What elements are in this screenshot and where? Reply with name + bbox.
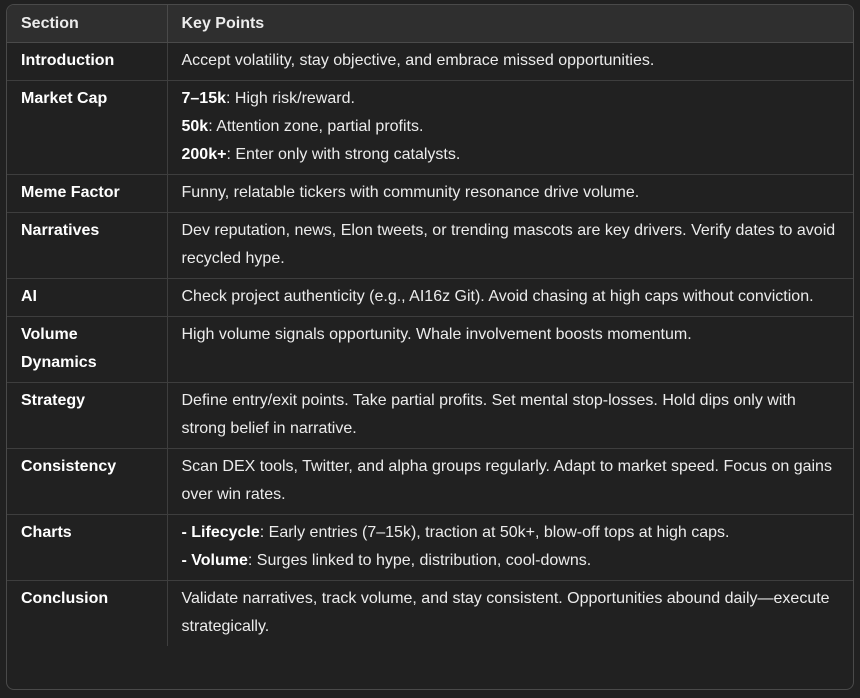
section-cell: Consistency (7, 449, 167, 515)
key-points-cell (167, 43, 853, 81)
summary-table (7, 5, 853, 646)
key-point-line (182, 113, 840, 141)
key-point-line (182, 141, 840, 169)
table-row (7, 515, 853, 581)
key-points-cell (167, 279, 853, 317)
section-cell: Introduction (21, 52, 115, 69)
table-row (7, 581, 853, 647)
section-cell: AI (7, 279, 167, 317)
table-row (7, 317, 853, 383)
key-point-text: : Surges linked to hype, distribution, cool-downs. (247, 552, 592, 569)
key-point-term: - Lifecycle (181, 524, 260, 541)
key-point-line (182, 321, 840, 349)
key-point-text: Scan DEX tools, Twitter, and alpha groups regularly. Adapt to market speed. Focus on gains over win rates. (181, 458, 832, 503)
key-point-text: High volume signals opportunity. Whale involvement boosts momentum. (181, 326, 692, 343)
key-point-line (182, 179, 840, 207)
table-row (7, 43, 853, 81)
key-point-line (182, 283, 840, 311)
section-cell: Volume Dynamics (7, 317, 167, 383)
key-point-text: : Enter only with strong catalysts. (226, 146, 461, 163)
key-point-term: 7–15k (181, 90, 226, 107)
table-row (7, 175, 853, 213)
key-point-line (182, 85, 840, 113)
key-point-text: Check project authenticity (e.g., AI16z Git). Avoid chasing at high caps without conviction. (181, 288, 814, 305)
table-header-row (7, 5, 853, 43)
column-header-key-points: Key Points (167, 5, 853, 43)
key-point-term: - Volume (181, 552, 248, 569)
key-points-cell (167, 383, 853, 449)
key-points-cell (167, 581, 853, 647)
key-point-text: : Attention zone, partial profits. (208, 118, 424, 135)
key-point-line (182, 585, 840, 641)
table-row (7, 279, 853, 317)
key-point-line (182, 453, 840, 509)
table-row (7, 383, 853, 449)
key-point-text: Validate narratives, track volume, and stay consistent. Opportunities abound daily—execute strategically. (181, 590, 830, 635)
key-points-cell (167, 213, 853, 279)
section-cell: Narratives (7, 213, 167, 279)
key-point-line (182, 547, 840, 575)
section-cell: Charts (7, 515, 167, 581)
key-points-cell (167, 449, 853, 515)
table-row (7, 81, 853, 175)
key-points-cell (167, 317, 853, 383)
key-point-text: : High risk/reward. (226, 90, 355, 107)
key-point-line (182, 47, 840, 75)
key-points-cell (167, 515, 853, 581)
section-cell: Conclusion (7, 581, 167, 647)
key-points-cell (167, 81, 853, 175)
table-row (7, 449, 853, 515)
key-point-text: Dev reputation, news, Elon tweets, or trending mascots are key drivers. Verify dates to avoid recycled hype. (181, 222, 836, 267)
key-point-line (182, 387, 840, 443)
column-header-section: Section (7, 5, 167, 43)
key-point-text: Funny, relatable tickers with community resonance drive volume. (181, 184, 640, 201)
key-point-text: Accept volatility, stay objective, and embrace missed opportunities. (181, 52, 655, 69)
section-cell: Strategy (7, 383, 167, 449)
key-point-text: Define entry/exit points. Take partial profits. Set mental stop-losses. Hold dips only with strong belief in narrative. (181, 392, 796, 437)
key-point-line (182, 217, 840, 273)
key-point-term: 50k (181, 118, 209, 135)
summary-table-container (6, 4, 854, 690)
section-cell: Meme Factor (7, 175, 167, 213)
key-point-text: : Early entries (7–15k), traction at 50k+, blow-off tops at high caps. (259, 524, 730, 541)
key-points-cell (167, 175, 853, 213)
section-cell: Market Cap (7, 81, 167, 175)
key-point-term: 200k+ (181, 146, 227, 163)
table-body (7, 43, 853, 647)
key-point-line (182, 519, 840, 547)
table-row (7, 213, 853, 279)
